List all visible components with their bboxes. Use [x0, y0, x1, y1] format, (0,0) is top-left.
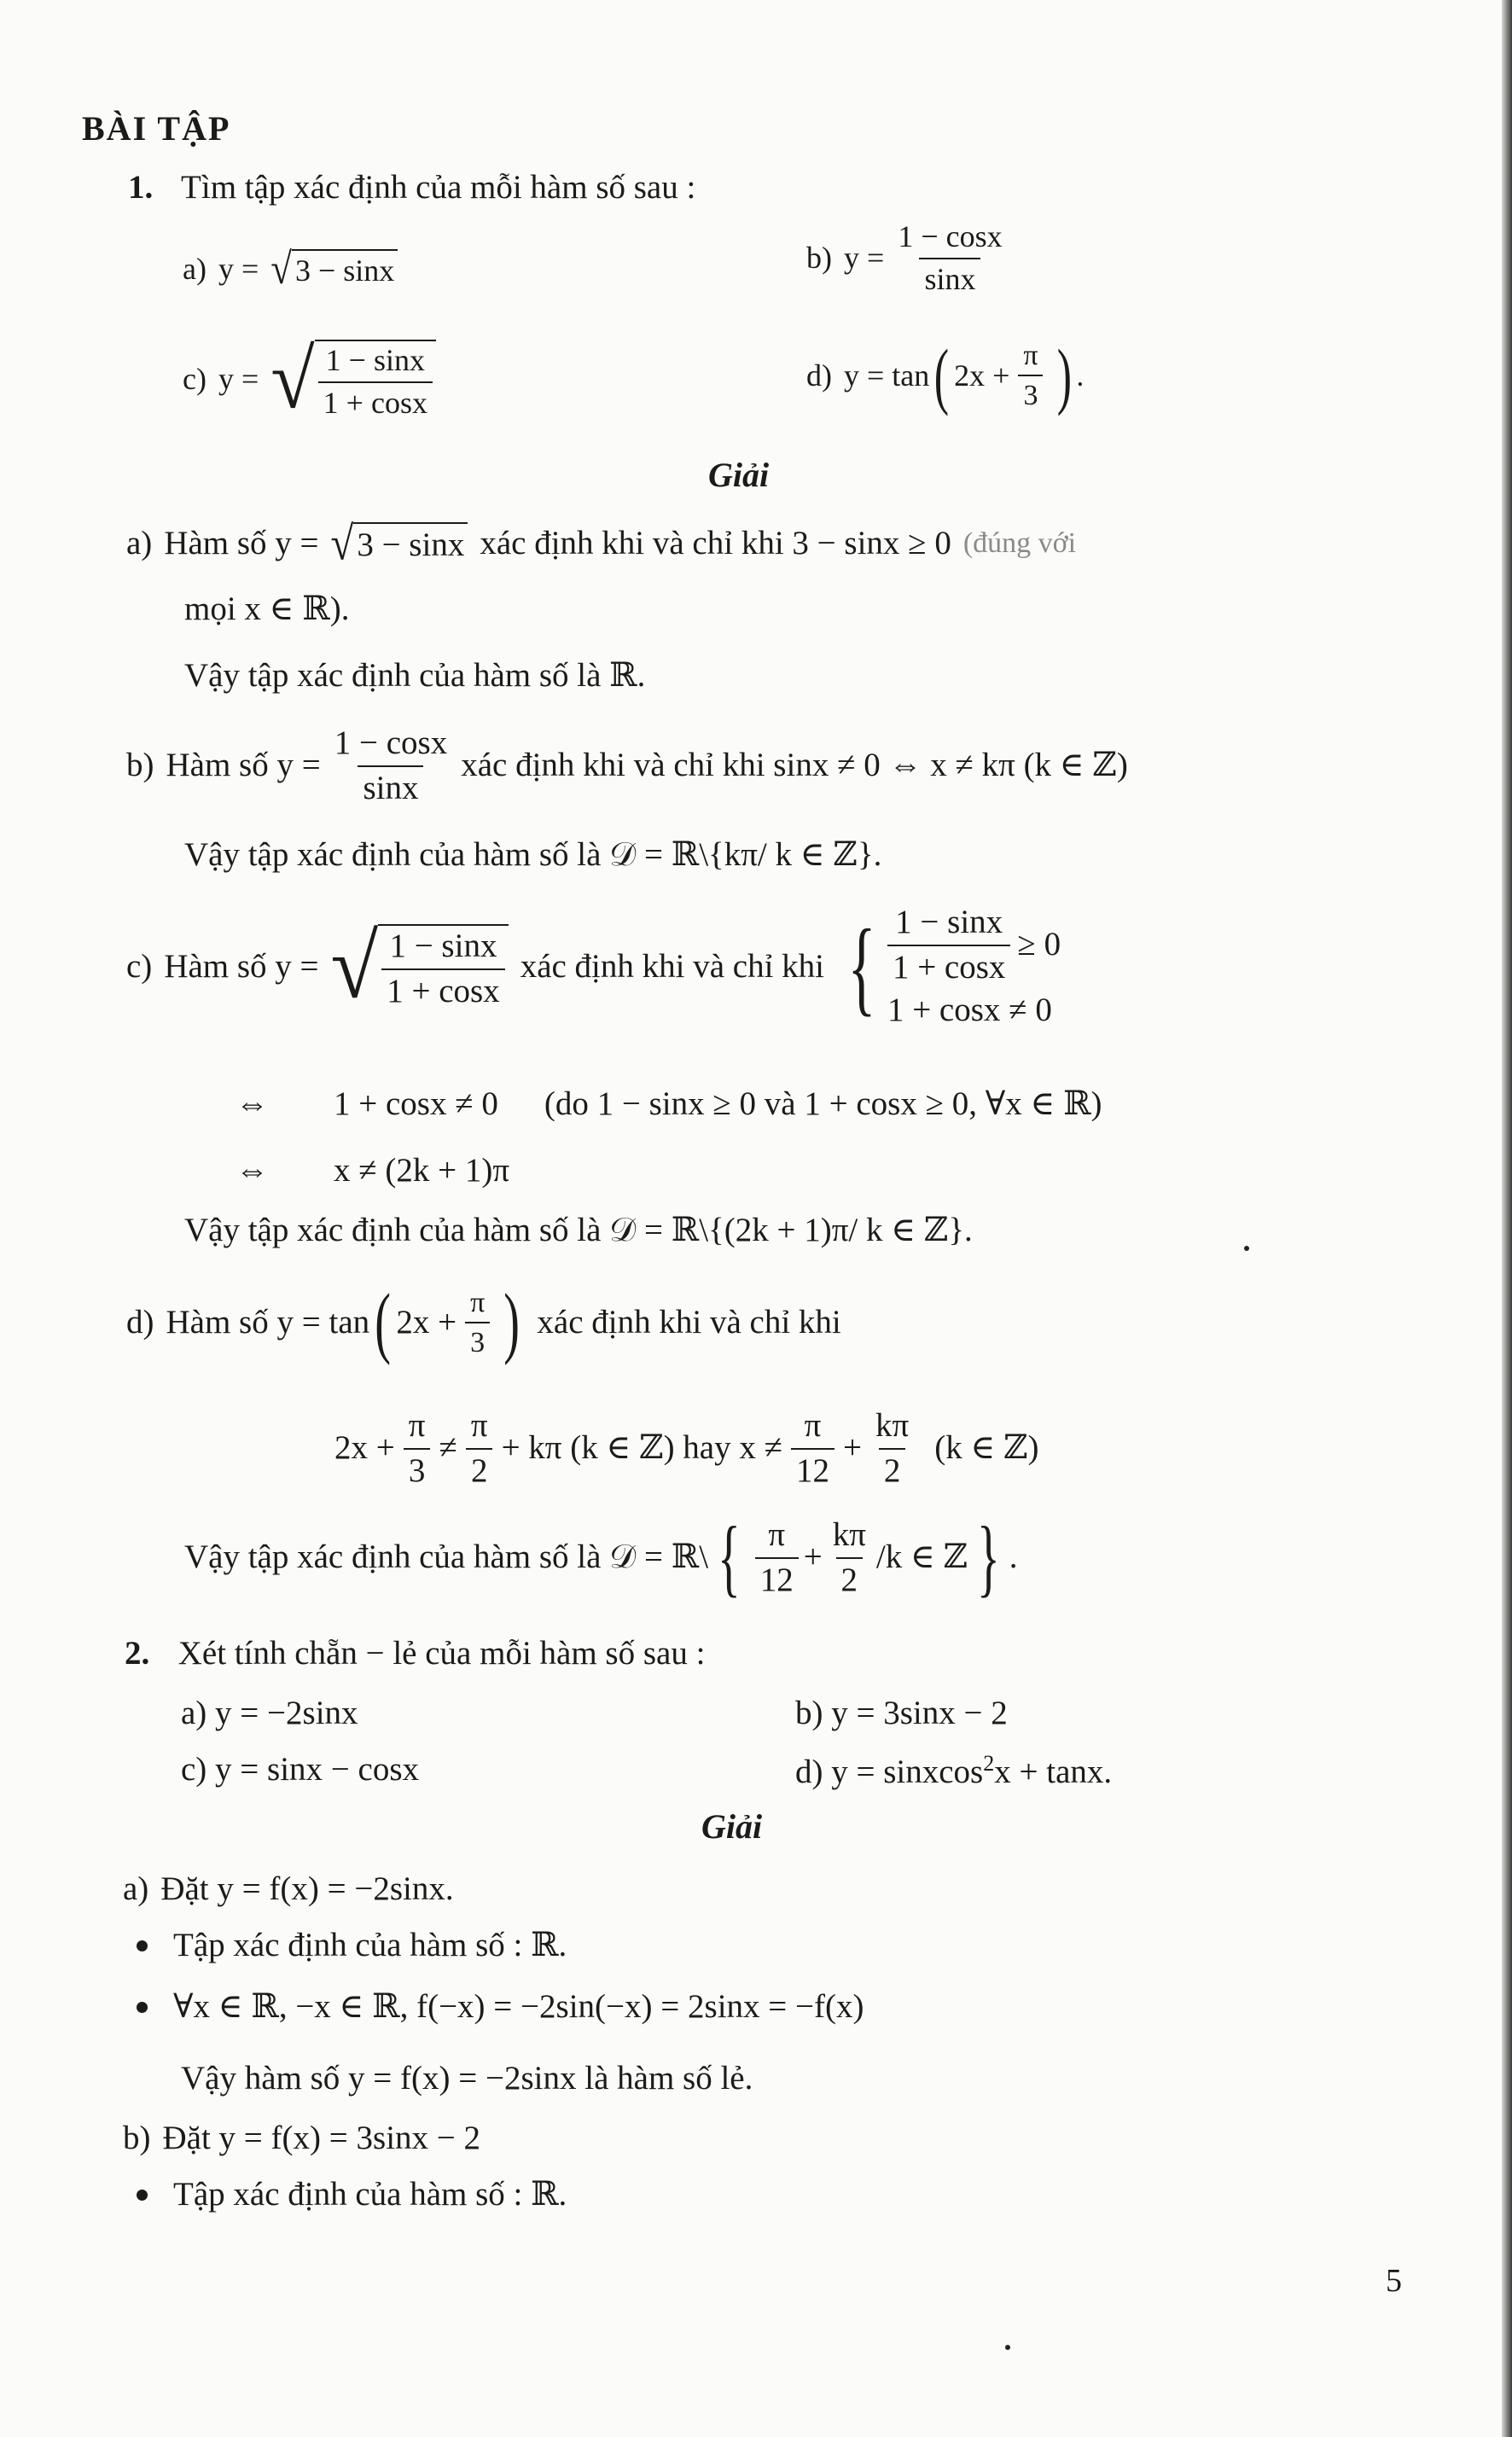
equation-lhs: y =	[218, 251, 259, 286]
pi-over-3	[465, 1287, 490, 1359]
exercise-2-prompt	[125, 1635, 705, 1673]
text: /k ∈ ℤ	[875, 1538, 968, 1576]
solution-2a	[123, 1870, 454, 1909]
exercise-2c: c) y = sinx − cosx	[181, 1751, 420, 1788]
exercise-number: 1.	[128, 169, 154, 206]
item-label: b)	[806, 240, 832, 275]
section-title: BÀI TẬP	[82, 109, 231, 148]
solution-1b-line1	[126, 725, 1128, 807]
solution-1c-line1	[126, 904, 1061, 1030]
fraction	[893, 220, 1007, 296]
denominator: sinx	[919, 258, 980, 297]
text: Tập xác định của hàm số : ℝ.	[173, 1927, 567, 1963]
pi-over-3	[1018, 340, 1043, 412]
page-number: 5	[1386, 2263, 1402, 2299]
numerator: 1 − sinx	[325, 343, 425, 377]
solution-1d-condition	[334, 1408, 1039, 1490]
tan-argument: 2x +	[396, 1303, 457, 1341]
period: .	[1076, 358, 1085, 393]
numerator: π	[408, 1407, 426, 1444]
fraction	[791, 1408, 835, 1490]
fraction	[318, 344, 433, 420]
radicand: 3 − sinx	[292, 249, 398, 288]
item-label: a)	[183, 251, 206, 286]
equation-lhs: y =	[218, 362, 259, 397]
text: xác định khi và chỉ khi	[537, 1303, 841, 1341]
text: x ≠ (2k + 1)π	[334, 1152, 510, 1189]
denominator: 1 + cosx	[887, 945, 1010, 986]
fraction	[404, 1408, 431, 1490]
solution-heading-2: Giải	[701, 1807, 763, 1846]
condition-2: 1 + cosx ≠ 0	[887, 991, 1052, 1028]
square-root: √ $\frac{1 - \sin x}{1 + \cos x}$	[331, 924, 509, 1010]
scan-speck	[1244, 1246, 1249, 1251]
plus: +	[803, 1538, 823, 1576]
equation-lhs: y = tan	[844, 358, 930, 393]
solution-2a-bullet-1	[137, 1927, 567, 1965]
equivalence-arrow: ⇔	[236, 1085, 269, 1122]
numerator: 1 − cosx	[898, 219, 1003, 253]
denominator: 12	[791, 1448, 835, 1490]
solution-2a-bullet-2	[137, 1988, 864, 2027]
bullet-icon	[137, 2190, 148, 2201]
text: d) y = sinxcos	[795, 1754, 984, 1790]
solution-1a-line1	[126, 516, 1077, 571]
solution-2b-bullet-1	[137, 2176, 567, 2214]
fraction	[887, 904, 1010, 986]
numerator: 1 − sinx	[895, 904, 1003, 940]
solution-1c-equiv-2	[236, 1152, 509, 1190]
text: Đặt y = f(x) = −2sinx.	[160, 1870, 454, 1907]
numerator: 1 − cosx	[334, 724, 448, 761]
solution-1d-conclusion: Vậy tập xác định của hàm số là 𝒟 = ℝ\ { $\frac{\pi}{12}$ + $\frac{k\pi}{2}$ /k ∈ ℤ } .	[184, 1509, 1018, 1606]
item-label: d)	[126, 1303, 154, 1341]
bullet-icon	[137, 2002, 148, 2013]
item-label: b)	[123, 2120, 151, 2156]
solution-1c-conclusion: Vậy tập xác định của hàm số là 𝒟 = ℝ\{(2k + 1)π/ k ∈ ℤ}.	[184, 1212, 973, 1248]
denominator: 3	[1018, 375, 1043, 411]
scan-speck	[1005, 2345, 1010, 2350]
numerator: kπ	[875, 1407, 910, 1444]
text: Hàm số y =	[164, 947, 319, 985]
fraction	[870, 1408, 914, 1490]
text: Đặt y = f(x) = 3sinx − 2	[162, 2120, 481, 2156]
text: Vậy tập xác định của hàm số là 𝒟 = ℝ\	[184, 1538, 709, 1576]
numerator: π	[804, 1407, 822, 1444]
text: xác định khi và chỉ khi	[520, 947, 825, 985]
fraction	[755, 1517, 799, 1599]
text: Tập xác định của hàm số : ℝ.	[173, 2176, 567, 2213]
exercise-number: 2.	[125, 1635, 150, 1672]
exercise-2b: b) y = 3sinx − 2	[795, 1695, 1008, 1731]
denominator: 12	[755, 1557, 799, 1599]
faded-text: (đúng với	[962, 527, 1077, 560]
not-equal: ≠	[439, 1429, 457, 1467]
square-root: √ 3 − sinx	[331, 522, 468, 565]
fraction	[381, 928, 504, 1010]
note: (do 1 − sinx ≥ 0 và 1 + cosx ≥ 0, ∀x ∈ ℝ)	[544, 1085, 1102, 1122]
equation-lhs: y =	[844, 240, 885, 275]
solution-1c-equiv-1	[236, 1085, 1102, 1124]
solution-1b-conclusion: Vậy tập xác định của hàm số là 𝒟 = ℝ\{kπ/ k ∈ ℤ}.	[184, 836, 882, 873]
period: .	[1009, 1538, 1018, 1576]
solution-1a-line2: mọi x ∈ ℝ).	[184, 590, 350, 627]
fraction	[828, 1517, 871, 1599]
fraction	[466, 1408, 493, 1490]
numerator: 1 − sinx	[389, 927, 497, 964]
denominator: sinx	[358, 765, 423, 807]
numerator: π	[1023, 340, 1038, 371]
text: (k ∈ ℤ)	[934, 1429, 1039, 1467]
exercise-1a	[183, 244, 398, 294]
exercise-2-text: Xét tính chẵn − lẻ của mỗi hàm số sau :	[177, 1635, 706, 1672]
item-label: c)	[183, 362, 206, 397]
square-root: √ $\frac{1 - \sin x}{1 + \cos x}$	[270, 340, 436, 420]
exercise-2d	[795, 1751, 1112, 1792]
text: + kπ (k ∈ ℤ) hay x ≠	[501, 1429, 783, 1467]
tan-argument: 2x +	[954, 358, 1010, 393]
exercise-1c	[183, 334, 436, 427]
exercise-1-text: Tìm tập xác định của mỗi hàm số sau :	[181, 169, 696, 206]
text: 1 + cosx ≠ 0	[334, 1085, 498, 1122]
condition-system: { $\frac{1 - \sin x}{1 + \cos x}$ ≥ 0 1 + cosx ≠ 0	[847, 904, 1061, 1028]
text: ∀x ∈ ℝ, −x ∈ ℝ, f(−x) = −2sin(−x) = 2sinx = −f(x)	[173, 1988, 864, 2025]
text: xác định khi và chỉ khi 3 − sinx ≥ 0	[480, 524, 951, 561]
numerator: π	[470, 1407, 488, 1444]
solution-1d-line1: d) Hàm số y = tan ( 2x + $\frac{\pi}{3}$ ) xác định khi và chỉ khi	[126, 1278, 841, 1367]
equivalence-arrow: ⇔	[236, 1152, 269, 1189]
text: x + tanx.	[994, 1754, 1113, 1790]
numerator: π	[470, 1287, 486, 1318]
square-root: √ 3 − sinx	[270, 249, 398, 288]
denominator: 3	[465, 1322, 490, 1358]
numerator: kπ	[832, 1516, 866, 1553]
item-label: b)	[126, 747, 154, 784]
text: Hàm số y =	[166, 747, 321, 784]
solution-2a-conclusion: Vậy hàm số y = f(x) = −2sinx là hàm số lẻ.	[181, 2060, 753, 2097]
text: Hàm số y =	[164, 524, 319, 561]
exercise-2a: a) y = −2sinx	[181, 1695, 358, 1731]
plus: +	[843, 1429, 863, 1467]
exercise-1d: d) y = tan ( 2x + $\frac{\pi}{3}$ ) .	[806, 334, 1085, 416]
page-edge-shadow	[1502, 0, 1512, 2437]
denominator: 1 + cosx	[318, 381, 433, 421]
numerator: π	[768, 1516, 786, 1553]
inequality: ≥ 0	[1017, 926, 1061, 963]
text: 2x +	[334, 1429, 395, 1467]
solution-2b	[123, 2120, 480, 2158]
text: xác định khi và chỉ khi sinx ≠ 0 ⇔ x ≠ kπ (k ∈ ℤ)	[461, 747, 1128, 784]
solution-heading: Giải	[708, 456, 770, 494]
denominator: 1 + cosx	[381, 968, 504, 1010]
denominator: 2	[836, 1557, 864, 1599]
denominator: 3	[404, 1448, 431, 1490]
superscript: 2	[983, 1751, 995, 1776]
denominator: 2	[466, 1448, 493, 1490]
exercise-1-prompt	[128, 169, 695, 207]
text: Hàm số y = tan	[166, 1303, 370, 1341]
fraction	[329, 725, 452, 807]
solution-1a-conclusion: Vậy tập xác định của hàm số là ℝ.	[184, 657, 646, 694]
denominator: 2	[879, 1448, 906, 1490]
item-label: a)	[123, 1870, 149, 1907]
item-label: a)	[126, 524, 153, 561]
exercise-1b	[806, 220, 1016, 296]
item-label: d)	[806, 358, 832, 393]
item-label: c)	[126, 947, 153, 985]
bullet-icon	[137, 1940, 148, 1951]
radicand: 3 − sinx	[353, 522, 468, 565]
